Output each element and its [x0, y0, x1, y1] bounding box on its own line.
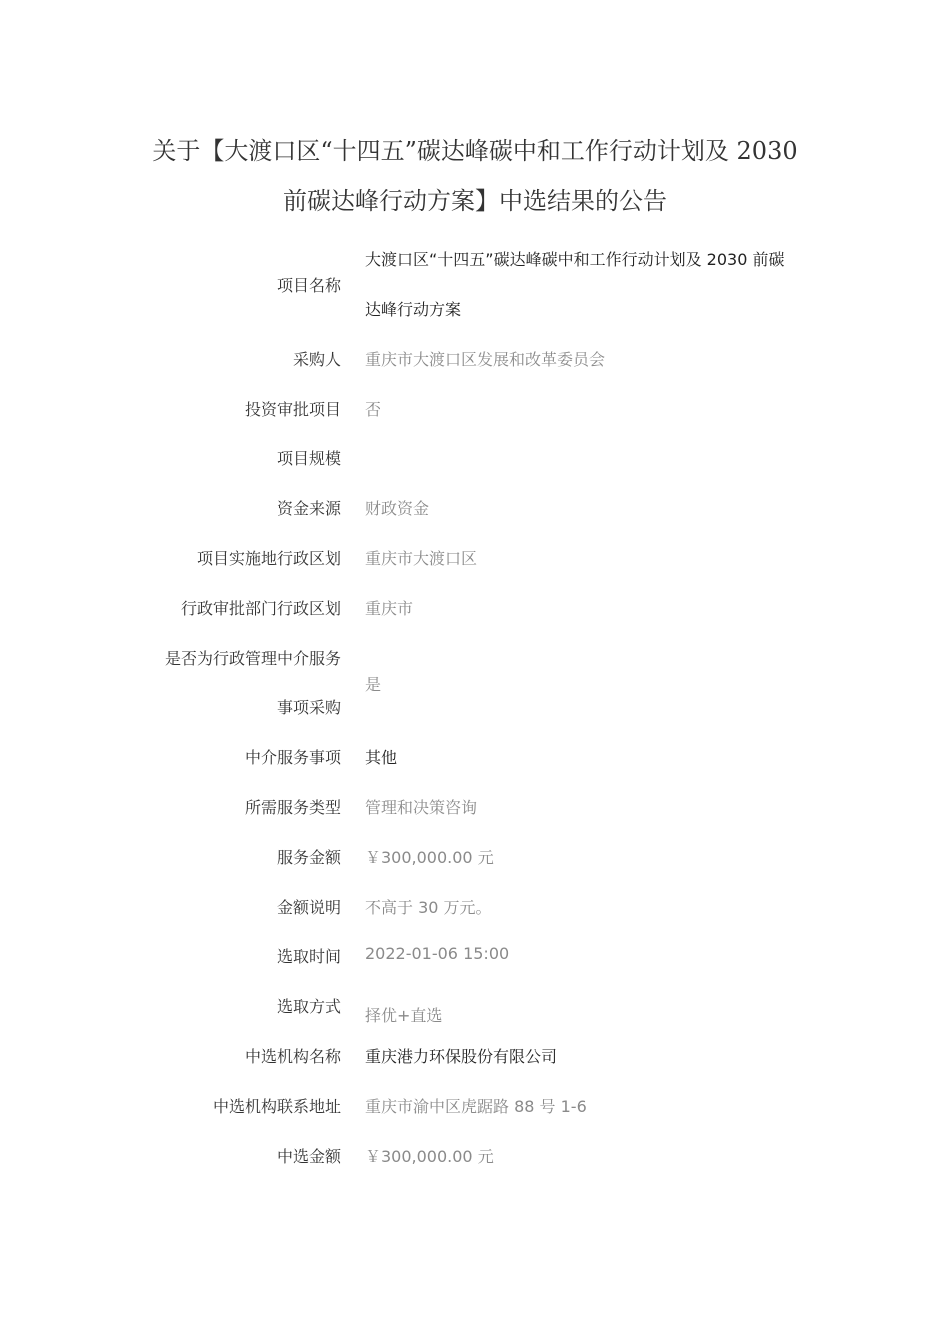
- field-label-line-2: 事项采购: [276, 698, 341, 717]
- field-label: 项目名称: [276, 276, 341, 295]
- field-label-line-1: 是否为行政管理中介服务: [164, 649, 341, 668]
- field-value: 重庆港力环保股份有限公司: [365, 1047, 558, 1066]
- field-label: 采购人: [292, 350, 341, 369]
- page-title: [120, 126, 830, 226]
- field-label: 中选机构联系地址: [212, 1097, 341, 1116]
- field-value: 2022-01-06 15:00: [365, 944, 510, 963]
- field-value-line-2: 达峰行动方案: [365, 300, 462, 319]
- field-label: 项目规模: [276, 449, 341, 468]
- field-value: 重庆市渝中区虎踞路 88 号 1-6: [365, 1097, 587, 1116]
- field-label: 中介服务事项: [244, 748, 341, 767]
- field-label: 所需服务类型: [244, 798, 341, 817]
- field-value: 否: [365, 400, 382, 419]
- page-title-line-1: 关于【大渡口区“十四五”碳达峰碳中和工作行动计划及 2030: [152, 137, 798, 165]
- field-label: 投资审批项目: [244, 400, 341, 419]
- field-value: 财政资金: [365, 499, 430, 518]
- field-label: 中选机构名称: [244, 1047, 341, 1066]
- field-value: 重庆市大渡口区发展和改革委员会: [365, 350, 606, 369]
- field-value: 择优+直选: [365, 1006, 443, 1025]
- field-value: 是: [365, 675, 382, 694]
- field-value: 其他: [365, 748, 398, 767]
- field-value-line-1: 大渡口区“十四五”碳达峰碳中和工作行动计划及 2030 前碳: [365, 250, 785, 269]
- field-label: 中选金额: [276, 1147, 341, 1166]
- field-label: 资金来源: [276, 499, 341, 518]
- field-value: ￥300,000.00 元: [365, 1147, 494, 1166]
- field-value: 重庆市: [365, 599, 414, 618]
- field-label: 服务金额: [276, 848, 341, 867]
- field-label: 行政审批部门行政区划: [180, 599, 341, 618]
- field-label: 选取方式: [276, 997, 341, 1016]
- field-value: 不高于 30 万元。: [365, 898, 492, 917]
- field-value: 管理和决策咨询: [365, 798, 478, 817]
- field-label: 金额说明: [276, 898, 341, 917]
- field-value: ￥300,000.00 元: [365, 848, 494, 867]
- field-label: 选取时间: [276, 947, 341, 966]
- field-label: 项目实施地行政区划: [196, 549, 341, 568]
- page-title-line-2: 前碳达峰行动方案】中选结果的公告: [283, 187, 667, 215]
- field-value: 重庆市大渡口区: [365, 549, 478, 568]
